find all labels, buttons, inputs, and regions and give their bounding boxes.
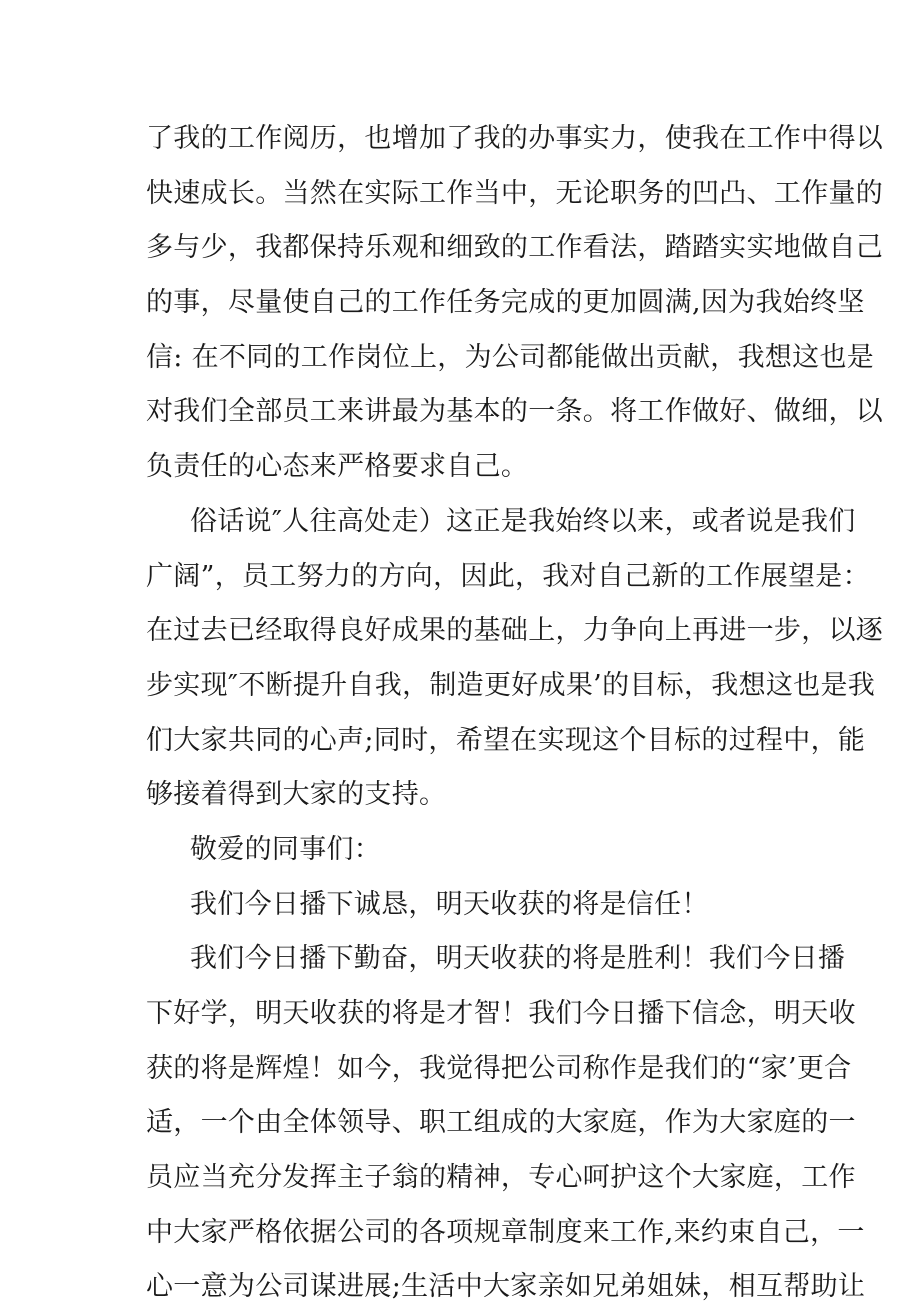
text-line: 中大家严格依据公司的各项规章制度来工作,来约束自己，一 (146, 1216, 865, 1248)
text-line: 下好学，明天收获的将是才智！我们今日播下信念，明天收 (146, 998, 856, 1029)
text-line: 对我们全部员工来讲最为基本的一条。将工作做好、做细，以 (146, 396, 884, 428)
text-line: 了我的工作阅历，也增加了我的办事实力，使我在工作中得以 (146, 123, 884, 154)
text-line: 心一意为公司谋进展;生活中大家亲如兄弟姐妹，相互帮助让 (146, 1271, 866, 1303)
text-line: 广阔”，员工努力的方向，因此，我对自己新的工作展望是： (146, 560, 870, 592)
text-line: 在过去已经取得良好成果的基础上，力争向上再进一步，以逐 (146, 615, 884, 647)
text-line: 多与少，我都保持乐观和细致的工作看法，踏踏实实地做自己 (146, 232, 884, 264)
text-line: 负责任的心态来严格要求自己。 (146, 451, 529, 483)
text-line: 员应当充分发挥主子翁的精神，专心呵护这个大家庭，工作 (146, 1162, 856, 1194)
text-line: 步实现″不断提升自我，制造更好成果’的目标，我想这也是我 (146, 669, 876, 701)
text-line: 获的将是辉煌！如今，我觉得把公司称作是我们的“家’更合 (146, 1052, 852, 1084)
text-line: 我们今日播下诚恳，明天收获的将是信任！ (190, 888, 709, 920)
text-line: 快速成长。当然在实际工作当中，无论职务的凹凸、工作量的 (146, 177, 884, 209)
text-line: 俗话说″人往高处走）这正是我始终以来，或者说是我们 (190, 505, 856, 537)
document-body (146, 112, 884, 1315)
text-line: 适，一个由全体领导、职工组成的大家庭，作为大家庭的一 (146, 1107, 856, 1139)
text-line: 信: 在不同的工作岗位上，为公司都能做出贡献，我想这也是 (146, 341, 875, 373)
text-line: 的事，尽量使自己的工作任务完成的更加圆满,因为我始终坚 (146, 287, 865, 319)
text-line: 够接着得到大家的支持。 (146, 779, 447, 811)
text-line: 敬爱的同事们： (190, 833, 382, 865)
text-line: 我们今日播下勤奋，明天收获的将是胜利！我们今日播 (190, 943, 846, 975)
text-line: 们大家共同的心声;同时，希望在实现这个目标的过程中，能 (146, 724, 866, 756)
